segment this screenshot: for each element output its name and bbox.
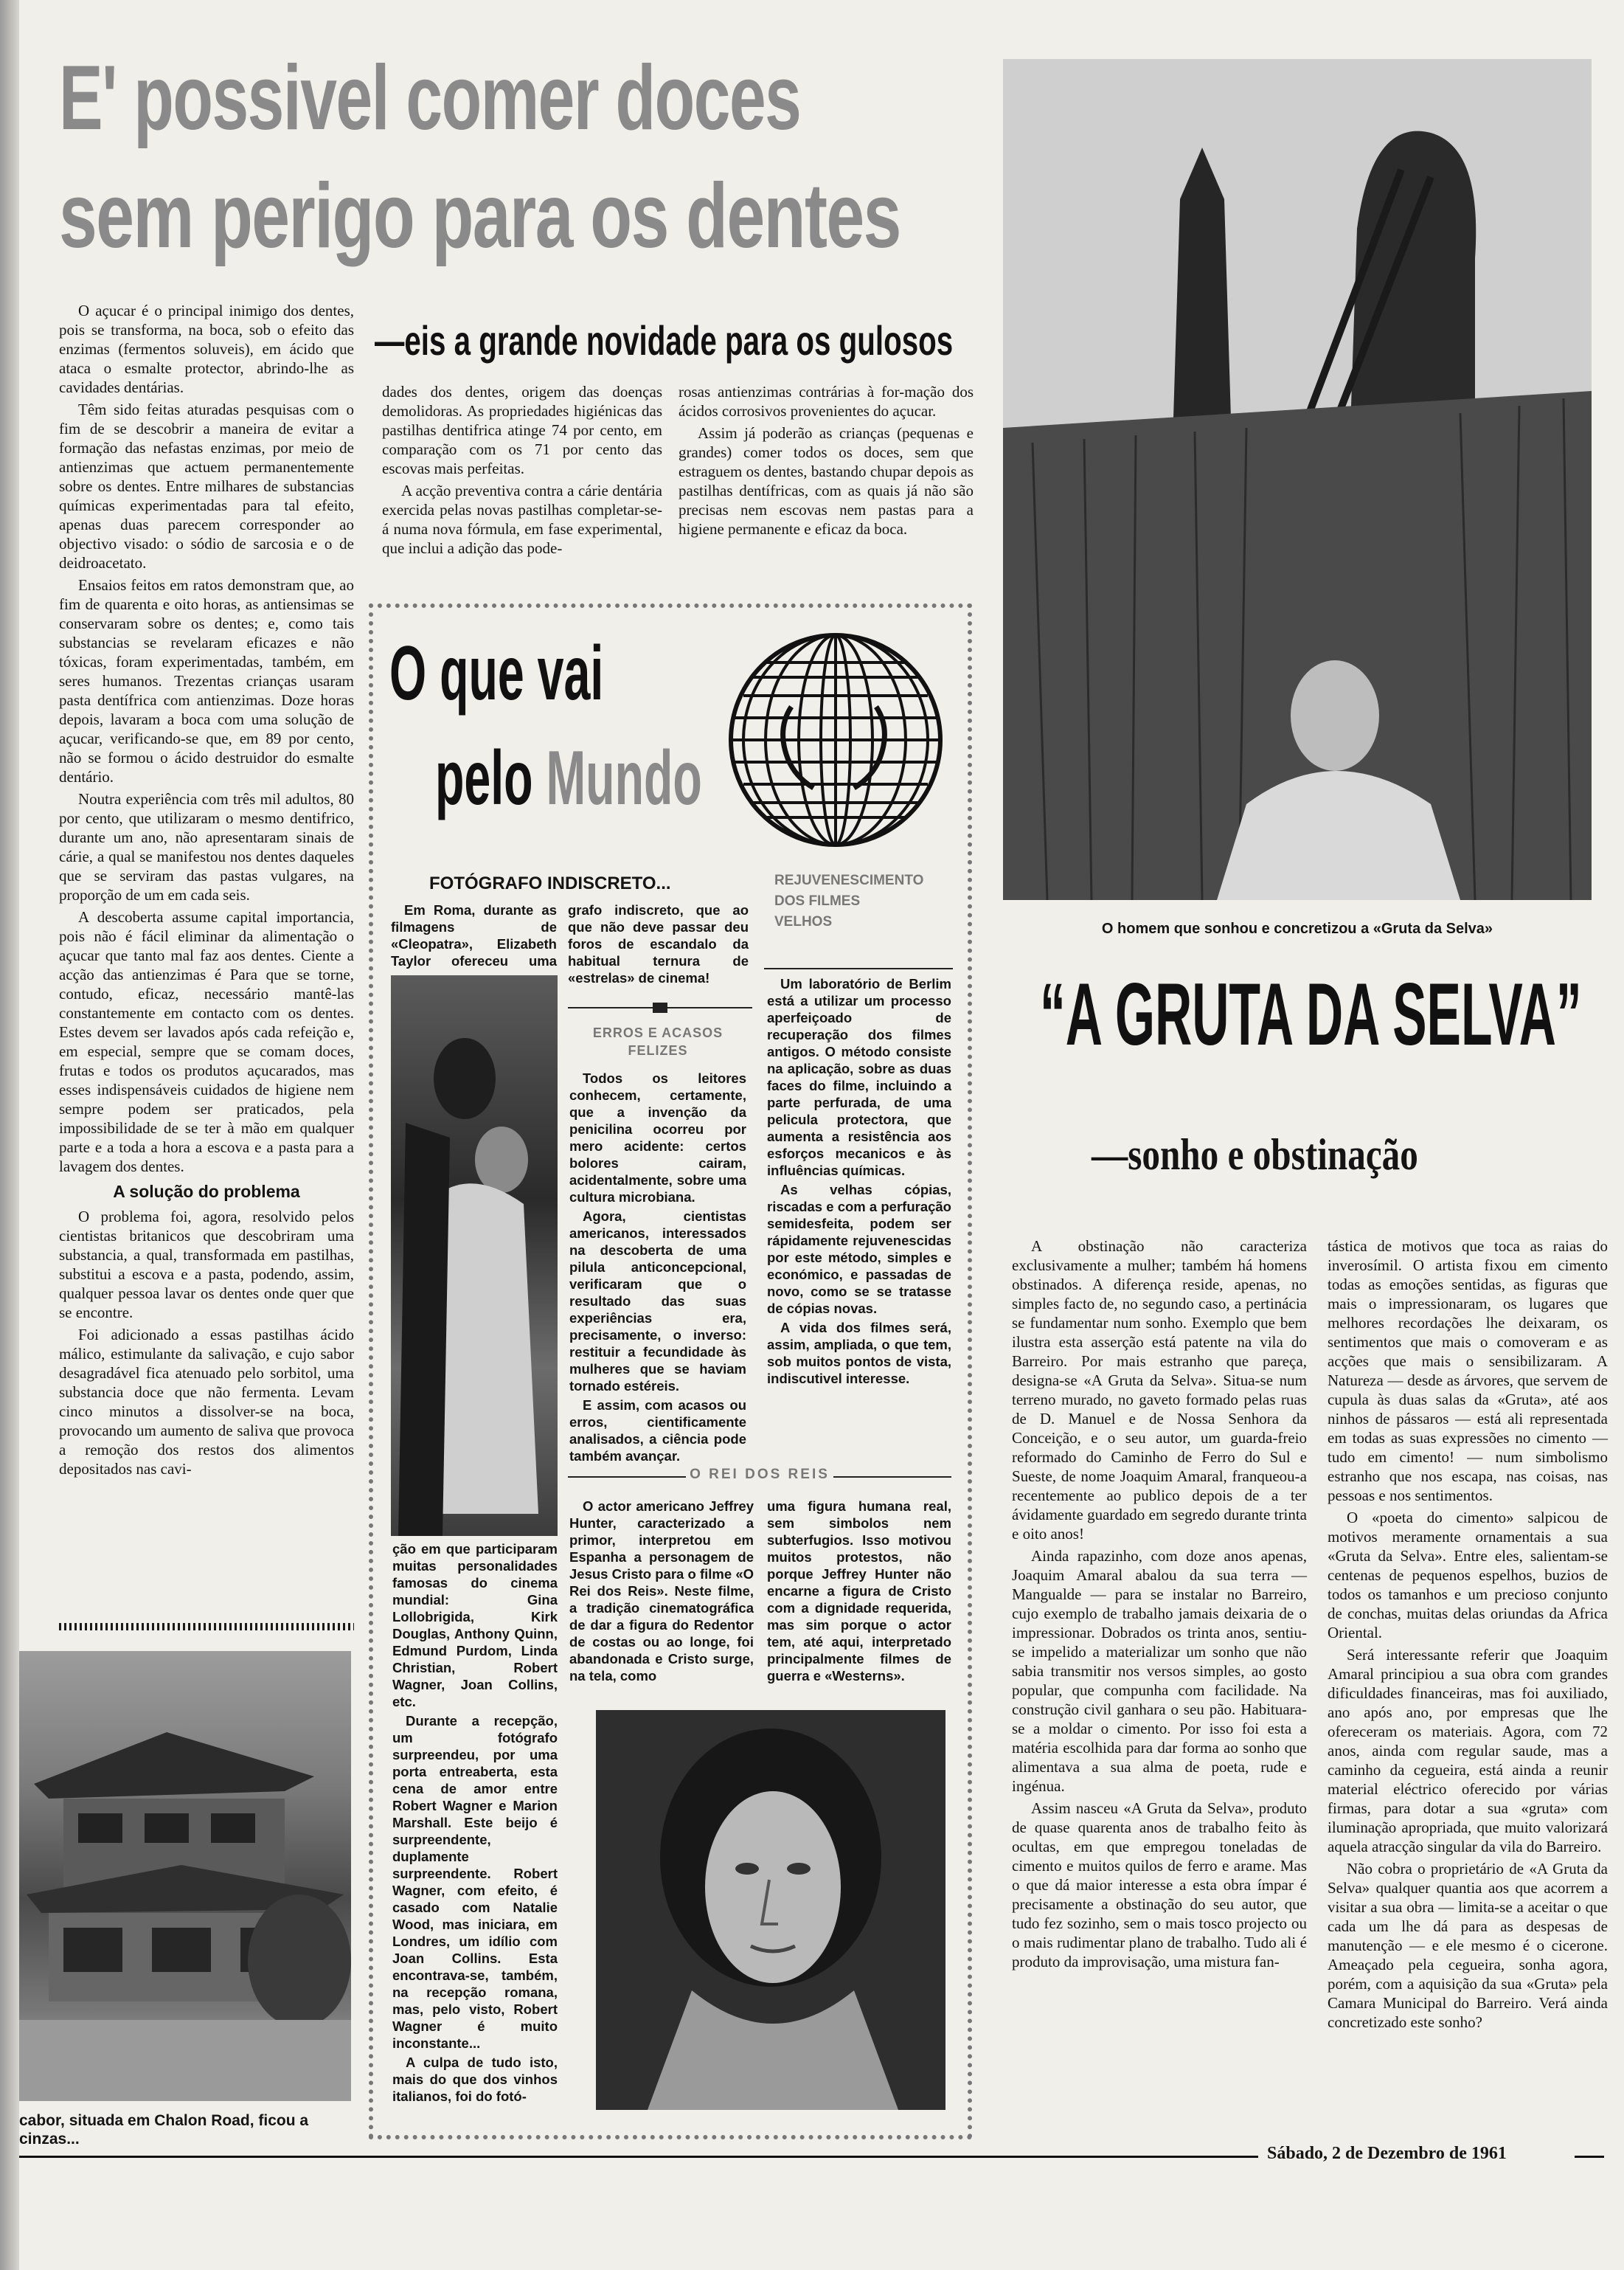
paragraph: Durante a recepção, um fotógrafo surpreendeu, por uma porta entreaberta, esta cena de amor entre Robert Wagner e Marion Marshall. Este beijo é surpreendente, duplamente surpreendente. Robert Wagner, com efeito, é casado com Natalie Wood, mas iniciara, em Londres, um idílio com Joan Collins. Esta encontrava-se, também, na recepção romana, mas, pelo visto, Robert Wagner é muito inconstante...	[392, 1713, 558, 2051]
headline-subtitle: —eis a grande novidade para os gulosos	[375, 317, 954, 364]
subheading-solution: A solução do problema	[113, 1182, 300, 1201]
page-gutter	[0, 0, 19, 2270]
paragraph: dades dos dentes, origem das doenças demolidoras. As propriedades higiénicas das pastilhas dentifrica atinge 74 por cento, em comparação com os 71 por cento das escovas mais perfeitas.	[382, 383, 662, 477]
fotografo-continued	[392, 1540, 558, 2107]
heading-fotografo: FOTÓGRAFO INDISCRETO...	[429, 873, 671, 893]
paragraph: ção em que participaram muitas personalidades famosas do cinema mundial: Gina Lollobrigida, Kirk Douglas, Anthony Quinn, Edmund Purdom, Linda Christian, Robert Wagner, Joan Collins, etc.	[392, 1541, 558, 1709]
footer-rule-right	[1575, 2156, 1604, 2158]
footer-rule	[19, 2156, 1258, 2158]
heading-erros: ERROS E ACASOS FELIZES	[592, 1025, 723, 1058]
paragraph: Um laboratório de Berlim está a utilizar um processo aperfeiçoado de recuperação dos filmes antigos. O método consiste na aplicação, sobre as duas faces do filme, incluindo a parte perfurada, de uma pelicula protectora, que aumenta a resistência aos esforços mecanicos e às influências químicas.	[767, 976, 951, 1178]
paragraph: O actor americano Jeffrey Hunter, caracterizado a primor, interpretou em Espanha a personagem de Jesus Cristo para o filme «O Rei dos Reis». Neste filme, a tradição cinematográfica de dar a figura do Redentor de costas ou ao longe, foi abandonada e Cristo surge, na tela, como	[569, 1498, 754, 1684]
ornament-divider	[568, 1000, 752, 1015]
paragraph: Assim já poderão as crianças (pequenas e grandes) comer todos os doces, sem que estraguem os dentes, bastando chupar depois as pastilhas dentífricas, com as quais já não são precisas nem escovas nem pastas para a higiene permanente e eficaz da boca.	[679, 424, 974, 538]
headline-line-2: sem perigo para os dentes	[59, 165, 901, 267]
paragraph: A obstinação não caracteriza exclusivamente a mulher; também há homens obstinados. A diferença reside, apenas, no simples facto de, no segundo caso, a pertinácia se fundamentar num sonho. Exemplo que bem ilustra esta asserção está patente na vila do Barreiro. Por mais estranho que pareça, designa-se «A Gruta da Selva». Situa-se num terreno murado, no gaveto formado pelas ruas de D. Manuel e de Nossa Senhora da Conceição, e o seu autor, um guarda-freio reformado do Caminho de Ferro do Sul e Sueste, de nome Joaquim Amaral, franqueou-a recentemente ao publico depois de a ter ávidamente guardado em segredo durante trinta e oito anos!	[1012, 1237, 1307, 1543]
rejuv-text	[767, 975, 951, 1389]
gruta-subtitle: —sonho e obstinação	[1092, 1130, 1418, 1179]
box-title-line-2	[435, 738, 702, 819]
paragraph: Têm sido feitas aturadas pesquisas com o fim de se descobrir a maneira de evitar a formação das nefastas enzimas, por meio de antienzimas que actuem permanentemente sobre os dentes. Entre milhares de substancias químicas experimentadas para tal efeito, apenas duas parecem corresponder ao objectivo visado: o sódio de sarcosia e o de deidroacetato.	[59, 401, 354, 572]
column-divider	[59, 1623, 354, 1630]
box-title-mundo: Mundo	[546, 736, 702, 821]
paragraph: A culpa de tudo isto, mais do que dos vinhos italianos, foi do fotó-	[392, 2055, 558, 2104]
paragraph: uma figura humana real, sem simbolos nem subterfugios. Isso motivou muitos protestos, não porque Jeffrey Hunter não encarne a figura de Cristo com a dignidade requerida, mas sim porque o actor tem, até aqui, interpretado principalmente filmes de guerra e «Westerns».	[767, 1498, 951, 1684]
article-column-3	[679, 382, 974, 541]
paragraph: O açucar é o principal inimigo dos dentes, pois se transforma, na boca, sob o efeito das enzimas (fermentos soluveis), em ácido que ataca o esmalte protector, abrindo-lhe as cavidades dentárias.	[59, 302, 354, 396]
paragraph: Será interessante referir que Joaquim Amaral principiou a sua obra com grandes dificuldades financeiras, mas foi auxiliado, ano após ano, por empresas que lhe ofereceram os materiais. Agora, com 72 anos, ainda com regular saude, mas a caminho da cegueira, está ainda a reunir material eléctrico oferecido por várias firmas, para dotar a sua «gruta» com iluminação apropriada, que muito valorizará aquela atracção singular da vila do Barreiro.	[1328, 1646, 1608, 1855]
paragraph: grafo indiscreto, que ao que não deve passar deu foros de escandalo da habitual ternura de «estrelas» de cinema!	[568, 902, 749, 986]
paragraph: Foi adicionado a essas pastilhas ácido málico, estimulante da salivação, e cujo sabor desagradável fica atenuado pelo sorbitol, uma substancia doce que não fermenta. Levam cinco minutos a dissolver-se na boca, provocando um aumento de saliva que provoca a remoção dos restos dos alimentos depositados nas cavi-	[59, 1326, 354, 1478]
gruta-photo-caption: O homem que sonhou e concretizou a «Gruta da Selva»	[1101, 921, 1493, 937]
paragraph: Ensaios feitos em ratos demonstram que, ao fim de quarenta e oito horas, as antiensimas se conservaram sobre os dentes; e, como tais substancias se revelaram eficazes e não tóxicas, foram experimentadas, também, em seres humanos. Trezentas crianças usaram pasta dentífrica com antienzimas. Doze horas depois, lavaram a boca com uma solução de açucar, verificando-se que, em 89 por cento, não se formou o ácido destruidor do esmalte dentário.	[59, 576, 354, 786]
paragraph: A descoberta assume capital importancia, pois não é fácil eliminar da alimentação o açucar que tanto mal faz aos dentes. Ciente a acção das antienzimas é Para que se torne, contudo, eficaz, necessário mantê-las constantemente em contacto com os dentes. Estes devem ser lavados após cada refeição e, em especial, sempre que se comam doces, frutas e todos os produtos açucarados, mas esses indispensáveis cuidados de higiene nem sempre podem ser praticados, pela impossibilidade de se ter à mão em qualquer parte e a toda a hora a escova e a pasta para a lavagem dos dentes.	[59, 908, 354, 1175]
footer-date: Sábado, 2 de Dezembro de 1961	[1267, 2144, 1507, 2163]
jeffrey-hunter-photo	[596, 1710, 945, 2110]
paragraph: O «poeta do cimento» salpicou de motivos meramente ornamentais a sua «Gruta da Selva». Entre eles, salientam-se centenas de pequenos espelhos, buzios de todos os tamanhos e um precioso conjunto de conchas, muitas delas oriundas da Africa Oriental.	[1328, 1509, 1608, 1641]
rei-text-a	[569, 1498, 754, 1686]
rejuv-rule	[764, 968, 953, 969]
rei-text-b	[767, 1498, 951, 1686]
house-photo	[19, 1651, 351, 2101]
paragraph: A acção preventiva contra a cárie dentária exercida pelas novas pastilhas completar-se-á numa nova fórmula, em fase experimental, que inclui a adição das pode-	[382, 482, 662, 557]
house-illustration	[19, 1651, 351, 2101]
kiss-photo	[391, 975, 558, 1536]
article-column-1	[59, 301, 354, 1481]
paragraph: As velhas cópias, riscadas e com a perfuração semidesfeita, podem ser rápidamente rejuvenescidas por este método, simples e económico, e passadas de novo, como se se tratasse de cópias novas.	[767, 1182, 951, 1316]
paragraph: Ainda rapazinho, com doze anos apenas, Joaquim Amaral abalou da sua terra — Mangualde — para se instalar no Barreiro, cujo exemplo de trabalho jamais deixaria de o impressionar. Dobrados os trinta anos, sentiu-se impelido a materializar um sonho que não sabia transmitir nos versos simples, ao gosto popular, que compunha com facilidade. Na construção civil ganhara o seu pão. Habituara-se a moldar o cimento. Por isso foi esta a matéria escolhida para dar forma ao sonho que alimentava a sua alma de poeta, rude e ingénua.	[1012, 1547, 1307, 1795]
paragraph: Todos os leitores conhecem, certamente, que a invenção da penicilina ocorreu por mero acidente: certos bolores cairam, acidentalmente, sobre uma cultura microbiana.	[569, 1070, 746, 1205]
rei-heading-bar	[568, 1462, 951, 1492]
paragraph: tástica de motivos que toca as raias do inverosímil. O artista fixou em cimento todas as emoções sentidas, as figuras que mais o impressionaram, os lugares que melhores recordações lhe deixaram, os sentimentos que mais o comoveram e as acções que mais o sensibilizaram. A Natureza — desde as árvores, que servem de cupula às duas salas da «Gruta», até aos ninhos de pássaros — está ali representada em todas as suas expressões no cimento — tudo em cimento! — num simbolismo estranho que nos escapa, nas coisas, nas pessoas e nos sentimentos.	[1328, 1237, 1608, 1504]
paragraph: Noutra experiência com três mil adultos, 80 por cento, que utilizaram o mesmo dentifrico, durante um ano, não apresentaram sinais de cárie, a qual se manifestou nos dentes daqueles que se serviram das pastas vulgares, na proporção de um em cada seis.	[59, 790, 354, 904]
fotografo-intro-2	[568, 902, 749, 989]
erros-text	[569, 1070, 746, 1467]
box-title-line-1: O que vai	[389, 631, 604, 716]
globe-icon	[721, 626, 950, 854]
gruta-column-2	[1328, 1236, 1608, 2035]
paragraph: rosas antienzimas contrárias à for-mação dos ácidos corrosivos provenientes do açucar.	[679, 383, 974, 420]
paragraph: Assim nasceu «A Gruta da Selva», produto de quase quarenta anos de trabalho feito às ocultas, em que empregou toneladas de cimento e muitos quilos de ferro e arame. Mas o que dá maior interesse a esta obra ímpar é precisamente a obstinação do seu autor, que tudo fez sozinho, sem o mais tosco projecto ou o mais rudimentar plano de trabalho. Tudo ali é produto da improvisação, uma mistura fan-	[1012, 1799, 1307, 1970]
paragraph: A vida dos filmes será, assim, ampliada, o que tem, sob muitos pontos de vista, indiscutivel interesse.	[767, 1320, 951, 1386]
paragraph: Agora, cientistas americanos, interessados na descoberta de uma pilula anticoncepcional, verificaram que o resultado das suas experiências era, precisamente, o inverso: restituir a fecundidade às mulheres que se haviam tornado estéreis.	[569, 1208, 746, 1394]
headline-line-1: E' possivel comer doces	[59, 47, 801, 149]
paragraph: O problema foi, agora, resolvido pelos cientistas britanicos que descobriram uma substancia, a qual, transformada em pastilhas, substitui a escova e a pasta, podendo, assim, qualquer pessoa lavar os dentes onde quer que se encontre.	[59, 1208, 354, 1321]
gruta-photo	[1003, 59, 1592, 900]
box-title-pelo: pelo	[435, 736, 546, 821]
house-photo-caption: cabor, situada em Chalon Road, ficou a cinzas...	[19, 2112, 309, 2148]
gruta-column-1	[1012, 1236, 1307, 1974]
article-column-2	[382, 382, 662, 561]
gruta-title: “A GRUTA DA SELVA”	[1040, 965, 1582, 1064]
heading-rejuvenescimento: REJUVENESCIMENTO DOS FILMES VELHOS	[774, 873, 924, 930]
paragraph: Não cobra o proprietário de «A Gruta da Selva» qualquer quantia aos que acorrem a visitar a sua obra — limita-se a aceitar o que cada um lhe dá para as despesas de manutenção — e ele mesmo é o cicerone. Ameaçado pela cegueira, sonha agora, porém, com a aquisição da sua «Gruta» pela Camara Municipal do Barreiro. Verá ainda concretizado este sonho?	[1328, 1860, 1608, 2031]
paragraph: E assim, com acasos ou erros, cientificamente analisados, a ciência pode também avançar.	[569, 1397, 746, 1464]
paragraph: Em Roma, durante as filmagens de «Cleopatra», Elizabeth Taylor ofereceu uma	[391, 902, 557, 969]
heading-rei-dos-reis: O REI DOS REIS	[686, 1467, 833, 1483]
